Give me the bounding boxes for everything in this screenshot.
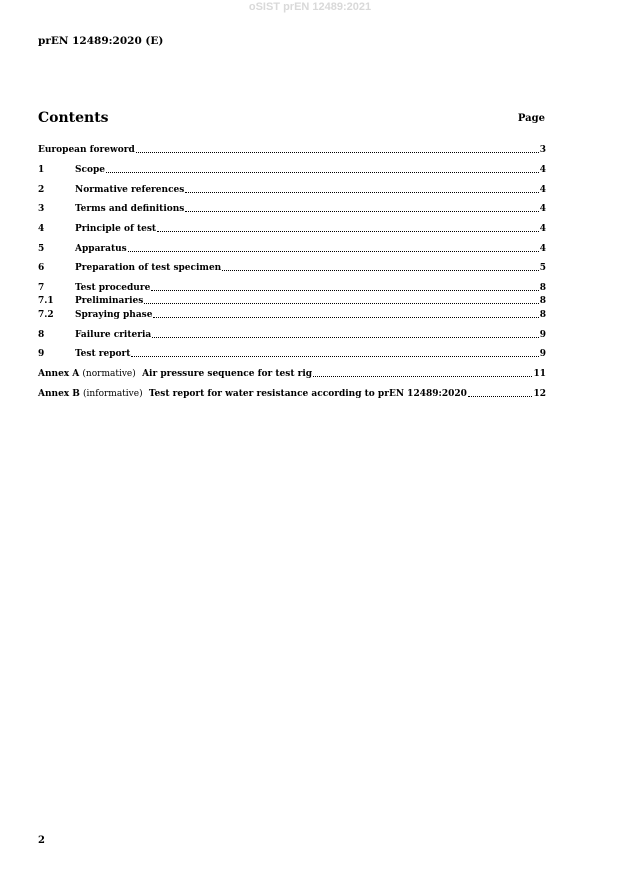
- toc-entry-page: 4: [539, 224, 546, 234]
- page-number: 2: [38, 835, 45, 846]
- toc-entry-title: Failure criteria: [75, 330, 152, 340]
- toc-leader-dots: [185, 191, 538, 193]
- toc-leader-dots: [151, 289, 538, 291]
- annex-label: Annex B: [38, 389, 80, 399]
- toc-entry-title: [38, 388, 467, 400]
- toc-entry-page: 4: [539, 185, 546, 195]
- toc-entry-number: 3: [38, 204, 45, 214]
- page-column-label: Page: [517, 113, 545, 124]
- toc-entry-spraying-phase[interactable]: [38, 307, 546, 321]
- document-id: prEN 12489:2020 (E): [38, 35, 164, 47]
- toc-entry-foreword[interactable]: [38, 142, 546, 156]
- toc-entry-normative-references[interactable]: [38, 182, 546, 196]
- toc-entry-title: Test report: [75, 349, 131, 359]
- annex-title: Air pressure sequence for test rig: [142, 369, 313, 379]
- toc-entry-title: Terms and definitions: [75, 204, 185, 214]
- toc-leader-dots: [157, 230, 539, 232]
- toc-entry-page: 4: [539, 165, 546, 175]
- toc-entry-page: 4: [539, 244, 546, 254]
- toc-leader-dots: [144, 302, 538, 304]
- toc-entry-preparation[interactable]: [38, 260, 546, 274]
- toc-entry-scope[interactable]: [38, 162, 546, 176]
- toc-leader-dots: [131, 355, 538, 357]
- toc-entry-page: 11: [533, 369, 546, 379]
- annex-title: Test report for water resistance according to prEN 12489:2020: [148, 389, 467, 399]
- toc-entry-page: 12: [533, 389, 546, 399]
- toc-leader-dots: [222, 269, 539, 271]
- toc-entry-page: 8: [539, 296, 546, 306]
- toc-entry-page: 8: [539, 310, 546, 320]
- toc-entry-apparatus[interactable]: [38, 241, 546, 255]
- toc-entry-principle[interactable]: [38, 221, 546, 235]
- toc-entry-title: Preliminaries: [75, 296, 144, 306]
- toc-entry-title: Principle of test: [75, 224, 157, 234]
- toc-leader-dots: [313, 375, 532, 377]
- toc-entry-page: 9: [539, 349, 546, 359]
- toc-entry-annex-a[interactable]: [38, 366, 546, 380]
- toc-entry-number: 9: [38, 349, 45, 359]
- toc-entry-title: Preparation of test specimen: [75, 263, 222, 273]
- toc-leader-dots: [152, 336, 539, 338]
- toc-entry-number: 6: [38, 263, 45, 273]
- toc-entry-page: 5: [539, 263, 546, 273]
- toc-entry-title: Test procedure: [75, 283, 151, 293]
- toc-entry-preliminaries[interactable]: [38, 293, 546, 307]
- toc-entry-title: European foreword: [38, 145, 135, 155]
- toc-entry-annex-b[interactable]: [38, 386, 546, 400]
- toc-leader-dots: [185, 210, 538, 212]
- toc-entry-page: 4: [539, 204, 546, 214]
- toc-entry-page: 3: [539, 145, 546, 155]
- toc-entry-title: Apparatus: [75, 244, 127, 254]
- toc-entry-title: Scope: [75, 165, 106, 175]
- toc-entry-number: 2: [38, 185, 45, 195]
- toc-entry-title: Normative references: [75, 185, 185, 195]
- toc-entry-page: 8: [539, 283, 546, 293]
- toc-entry-number: 1: [38, 165, 45, 175]
- toc-leader-dots: [153, 316, 538, 318]
- annex-type: (informative): [83, 389, 143, 399]
- annex-label: Annex A: [38, 369, 80, 379]
- toc-entry-test-procedure[interactable]: [38, 280, 546, 294]
- toc-entry-number: 4: [38, 224, 45, 234]
- toc-leader-dots: [128, 250, 539, 252]
- toc-entry-test-report[interactable]: [38, 346, 546, 360]
- watermark: oSIST prEN 12489:2021: [248, 1, 372, 13]
- contents-heading: Contents: [38, 110, 109, 126]
- toc-entry-number: 7.2: [38, 310, 54, 320]
- toc-leader-dots: [136, 151, 539, 153]
- toc-entry-title: Spraying phase: [75, 310, 153, 320]
- annex-type: (normative): [82, 369, 136, 379]
- toc-entry-page: 9: [539, 330, 546, 340]
- toc-entry-number: 8: [38, 330, 45, 340]
- toc-entry-failure-criteria[interactable]: [38, 327, 546, 341]
- toc-entry-terms[interactable]: [38, 201, 546, 215]
- toc-entry-title: [38, 368, 312, 380]
- toc-leader-dots: [106, 171, 539, 173]
- toc-leader-dots: [468, 395, 533, 397]
- toc-entry-number: 7: [38, 283, 45, 293]
- toc-entry-number: 7.1: [38, 296, 54, 306]
- toc-entry-number: 5: [38, 244, 45, 254]
